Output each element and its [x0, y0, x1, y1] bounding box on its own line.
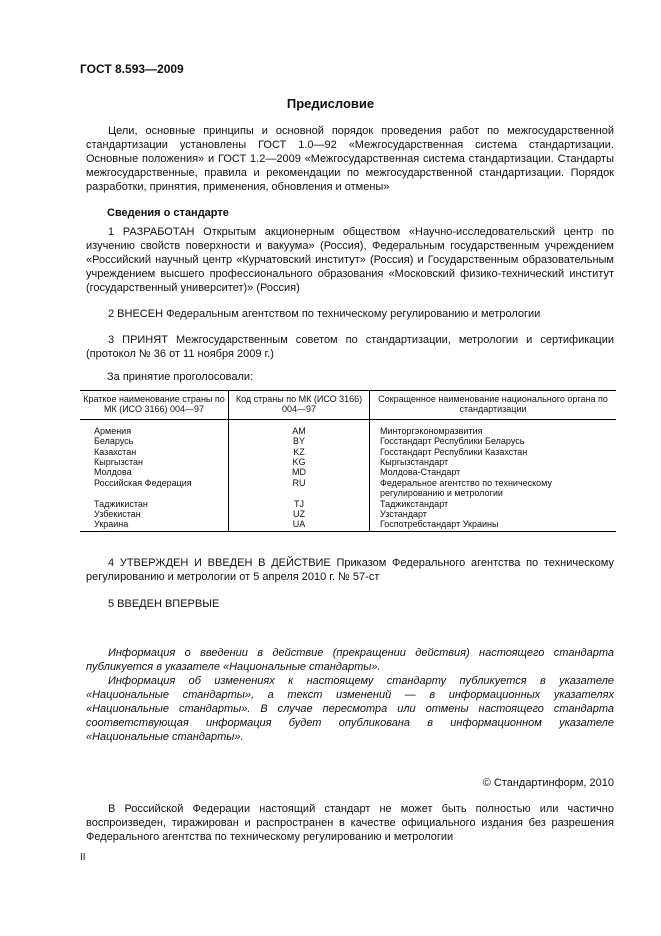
table-row	[80, 436, 616, 446]
country-cell: Кыргызстан	[80, 457, 229, 467]
country-cell: Беларусь	[80, 436, 229, 446]
body-cell: Федеральное агентство по техническому регулированию и метрологии	[380, 477, 552, 499]
item-2-introduced: 2 ВНЕСЕН Федеральным агентством по техническому регулированию и метрологии	[108, 308, 541, 320]
intro-paragraph: Цели, основные принципы и основной порядок проведения работ по межгосударственной стандартизации установлены ГОСТ 1.0—92 «Межгосударственная система стандартизации. Основные положения» и ГОСТ 1.2—2009 «Межгосударственная система стандартизации. Стандарты межгосударственные, правила и рекомендации по межгосударственной стандартизации. Порядок разработки, принятия, применения, обновления и отмены»	[86, 125, 614, 193]
code-cell: BY	[229, 436, 370, 446]
country-cell: Таджикистан	[80, 499, 229, 509]
table-row	[80, 447, 616, 457]
code-cell: UZ	[229, 509, 370, 519]
column-header-body: Сокращенное наименование национального органа по стандартизации	[370, 391, 617, 420]
table-header-row	[80, 391, 616, 420]
voting-table	[80, 390, 616, 532]
item-3-adopted: 3 ПРИНЯТ Межгосударственным советом по стандартизации, метрологии и сертификации (протокол № 36 от 11 ноября 2009 г.)	[86, 334, 614, 360]
body-cell: Молдова-Стандарт	[380, 467, 461, 478]
code-cell: TJ	[229, 499, 370, 509]
column-header-code: Код страны по МК (ИСО 3166) 004—97	[229, 391, 370, 420]
table-row	[80, 519, 616, 531]
vote-intro: За принятие проголосовали:	[107, 371, 254, 383]
column-header-country: Краткое наименование страны по МК (ИСО 3166) 004—97	[80, 391, 229, 420]
body-cell: Госпотребстандарт Украины	[370, 519, 617, 531]
code-cell: KZ	[229, 447, 370, 457]
body-cell: Госстандарт Республики Беларусь	[380, 436, 525, 447]
code-cell: RU	[229, 478, 370, 499]
table-row	[80, 457, 616, 467]
copyright-notice: © Стандартинформ, 2010	[482, 777, 614, 789]
country-cell: Армения	[80, 419, 229, 436]
body-cell: Узстандарт	[380, 509, 427, 520]
item-5-first-introduced: 5 ВВЕДЕН ВПЕРВЫЕ	[108, 598, 220, 610]
item-4-approved: 4 УТВЕРЖДЕН И ВВЕДЕН В ДЕЙСТВИЕ Приказом Федерального агентства по техническому регулированию и метрологии от 5 апреля 2010 г. № 57-ст	[86, 557, 614, 583]
country-cell: Украина	[80, 519, 229, 531]
info-changes-note: Информация об изменениях к настоящему стандарту публикуется в указателе «Национальные стандарты», а текст изменений — в информационных указателях «Национальные стандарты». В случае пересмотра или отмены настоящего стандарта соответствующая информация будет опубликована в информационном указателе «Национальные стандарты».	[86, 675, 614, 743]
code-cell: AM	[229, 419, 370, 436]
info-introduction-note: Информация о введении в действие (прекращении действия) настоящего стандарта публикуется в указателе «Национальные стандарты».	[86, 647, 614, 673]
body-cell: Минторгэкономразвития	[380, 425, 483, 436]
table-row	[80, 509, 616, 519]
table-row	[80, 419, 616, 436]
code-cell: MD	[229, 467, 370, 477]
country-cell: Казахстан	[80, 447, 229, 457]
code-cell: UA	[229, 519, 370, 531]
document-header: ГОСТ 8.593—2009	[80, 62, 184, 76]
body-cell: Таджикстандарт	[380, 498, 449, 509]
body-cell: Кыргызстандарт	[380, 457, 449, 468]
table-row	[80, 467, 616, 477]
section-heading: Сведения о стандарте	[107, 207, 229, 219]
country-cell: Узбекистан	[80, 509, 229, 519]
item-1-developed: 1 РАЗРАБОТАН Открытым акционерным обществом «Научно-исследовательский центр по изучению свойств поверхности и вакуума» (Россия), Федеральным государственным учреждением «Российский научный центр «Курчатовский институт» (Россия) и Государственным образовательным учреждением высшего профессионального образования «Московский физико-технический институт (государственный университет)» (Россия)	[86, 226, 614, 294]
table-row	[80, 478, 616, 499]
code-cell: KG	[229, 457, 370, 467]
body-cell: Госстандарт Республики Казахстан	[380, 446, 528, 457]
legal-notice: В Российской Федерации настоящий стандарт не может быть полностью или частично воспроизведен, тиражирован и распространен в качестве официального издания без разрешения Федерального агентства по техническому регулированию и метрологии	[86, 803, 614, 843]
table-row	[80, 499, 616, 509]
country-cell: Российская Федерация	[80, 478, 229, 499]
page-number: II	[80, 852, 86, 863]
country-cell: Молдова	[80, 467, 229, 477]
page-title: Предисловие	[286, 96, 375, 111]
